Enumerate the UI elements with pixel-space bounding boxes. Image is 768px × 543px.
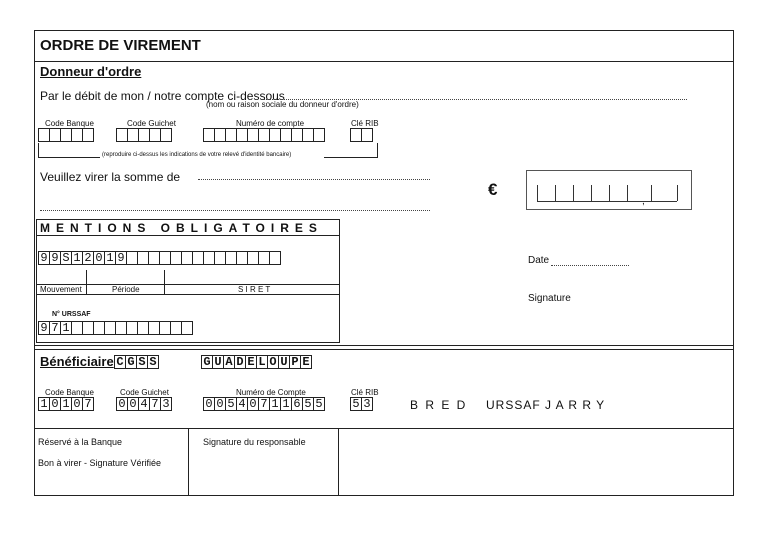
- beneficiaire-city-char: P: [289, 355, 301, 369]
- benef-code-guichet-char: 0: [127, 397, 139, 411]
- benef-numero-compte-char: 0: [203, 397, 215, 411]
- mentions-heading: MENTIONS OBLIGATOIRES: [40, 221, 323, 235]
- euro-icon: €: [488, 180, 498, 199]
- rib-note: (reproduire ci-dessus les indications de votre relevé d'identité bancaire): [102, 152, 292, 158]
- beneficiaire-name-char: G: [125, 355, 137, 369]
- beneficiaire-city-char: E: [300, 355, 312, 369]
- signature-label: Signature: [528, 293, 571, 304]
- bank-name: B R E D: [410, 398, 468, 412]
- divider: [34, 61, 734, 62]
- benef-code-banque-label: Code Banque: [45, 388, 94, 397]
- benef-code-guichet-char: 3: [160, 397, 172, 411]
- mentions-char: 9: [38, 251, 50, 265]
- divider: [34, 349, 734, 350]
- donneur-code-banque-label: Code Banque: [45, 119, 94, 128]
- benef-code-guichet-label: Code Guichet: [120, 388, 169, 397]
- mentions-char: 9: [115, 251, 127, 265]
- benef-numero-compte-char: 0: [214, 397, 226, 411]
- beneficiaire-city-char: U: [212, 355, 224, 369]
- donneur-code-banque-boxes[interactable]: [38, 128, 94, 142]
- reserve-banque-label: Réservé à la Banque: [38, 437, 123, 447]
- urssaf-char: 9: [38, 321, 50, 335]
- benef-code-banque-char: 1: [60, 397, 72, 411]
- benef-code-banque-char: 0: [49, 397, 61, 411]
- beneficiaire-city-char: G: [201, 355, 213, 369]
- mentions-subheader-div1: [86, 270, 87, 294]
- beneficiaire-city-char: O: [267, 355, 279, 369]
- mentions-subheader-div2: [164, 270, 165, 294]
- rib-bracket-bottom-left: [38, 157, 100, 158]
- beneficiaire-city-char: L: [256, 355, 268, 369]
- mentions-code-boxes[interactable]: [38, 251, 281, 265]
- urssaf-label: N° URSSAF: [52, 311, 91, 318]
- urssaf-char: 7: [49, 321, 61, 335]
- beneficiaire-city-boxes: [201, 355, 312, 369]
- donneur-code-guichet-boxes[interactable]: [116, 128, 172, 142]
- beneficiaire-name-char: S: [147, 355, 159, 369]
- benef-cle-rib-char: 3: [361, 397, 373, 411]
- debit-note: (nom ou raison sociale du donneur d'ordre): [206, 100, 359, 109]
- mentions-char: 2: [82, 251, 94, 265]
- signature-responsable-label: Signature du responsable: [203, 437, 306, 447]
- benef-cle-rib-label: Clé RIB: [351, 388, 379, 397]
- benef-cle-rib-char: 5: [350, 397, 362, 411]
- benef-numero-compte-label: Numéro de Compte: [236, 388, 306, 397]
- somme-words-field-line2[interactable]: [40, 200, 430, 211]
- divider: [34, 345, 734, 346]
- debit-line-label: Par le débit de mon / notre compte ci-dessous: [40, 89, 285, 103]
- benef-code-banque-boxes: [38, 397, 94, 411]
- col-mouvement: Mouvement: [40, 285, 82, 294]
- benef-numero-compte-char: 1: [269, 397, 281, 411]
- benef-numero-compte-char: 5: [302, 397, 314, 411]
- form-title: ORDRE DE VIREMENT: [40, 37, 201, 54]
- benef-code-banque-char: 7: [82, 397, 94, 411]
- beneficiaire-name-boxes: [114, 355, 159, 369]
- mentions-char: 1: [71, 251, 83, 265]
- donneur-code-guichet-label: Code Guichet: [127, 119, 176, 128]
- donneur-numero-compte-boxes[interactable]: [203, 128, 325, 142]
- benef-code-guichet-char: 4: [138, 397, 150, 411]
- somme-words-field[interactable]: [198, 169, 430, 180]
- bon-a-virer-label: Bon à virer - Signature Vérifiée: [38, 458, 162, 468]
- benef-code-banque-char: 1: [38, 397, 50, 411]
- benef-numero-compte-boxes: [203, 397, 325, 411]
- rib-bracket-bottom-right: [324, 157, 378, 158]
- rib-bracket-left: [38, 143, 39, 157]
- benef-numero-compte-char: 5: [225, 397, 237, 411]
- donneur-name-field[interactable]: [262, 88, 687, 100]
- rib-bracket-right: [377, 143, 378, 158]
- benef-numero-compte-char: 7: [258, 397, 270, 411]
- footer-col-divider: [188, 428, 189, 496]
- urssaf-char: 1: [60, 321, 72, 335]
- mentions-char: 9: [49, 251, 61, 265]
- footer-col-divider: [338, 428, 339, 496]
- benef-numero-compte-char: 0: [247, 397, 259, 411]
- mentions-subheader-bottom: [36, 294, 340, 295]
- benef-cle-rib-boxes: [350, 397, 373, 411]
- benef-numero-compte-char: 5: [313, 397, 325, 411]
- amount-box[interactable]: ,: [526, 170, 692, 210]
- col-siret: S I R E T: [238, 285, 271, 294]
- bank-account-name: URSSAF J A R R Y: [486, 398, 606, 412]
- donneur-cle-rib-label: Clé RIB: [351, 119, 379, 128]
- benef-code-guichet-char: 0: [116, 397, 128, 411]
- divider: [34, 428, 734, 429]
- donneur-heading: Donneur d'ordre: [40, 64, 142, 79]
- mentions-char: 1: [104, 251, 116, 265]
- somme-label: Veuillez virer la somme de: [40, 170, 181, 184]
- col-periode: Période: [112, 285, 140, 294]
- benef-numero-compte-char: 6: [291, 397, 303, 411]
- benef-numero-compte-char: 4: [236, 397, 248, 411]
- date-label: Date: [528, 255, 550, 266]
- urssaf-boxes[interactable]: [38, 321, 193, 335]
- mentions-heading-rule: [36, 235, 340, 236]
- beneficiaire-name-char: C: [114, 355, 126, 369]
- beneficiaire-heading: Bénéficiaire: [40, 354, 114, 369]
- beneficiaire-name-char: S: [136, 355, 148, 369]
- beneficiaire-city-char: A: [223, 355, 235, 369]
- benef-code-guichet-char: 7: [149, 397, 161, 411]
- beneficiaire-city-char: E: [245, 355, 257, 369]
- donneur-cle-rib-boxes[interactable]: [350, 128, 373, 142]
- mentions-char: 0: [93, 251, 105, 265]
- mentions-char: S: [60, 251, 72, 265]
- beneficiaire-city-char: U: [278, 355, 290, 369]
- benef-numero-compte-char: 1: [280, 397, 292, 411]
- donneur-numero-compte-label: Numéro de compte: [236, 119, 305, 128]
- benef-code-banque-char: 0: [71, 397, 83, 411]
- benef-code-guichet-boxes: [116, 397, 172, 411]
- beneficiaire-city-char: D: [234, 355, 246, 369]
- date-field[interactable]: [551, 255, 629, 266]
